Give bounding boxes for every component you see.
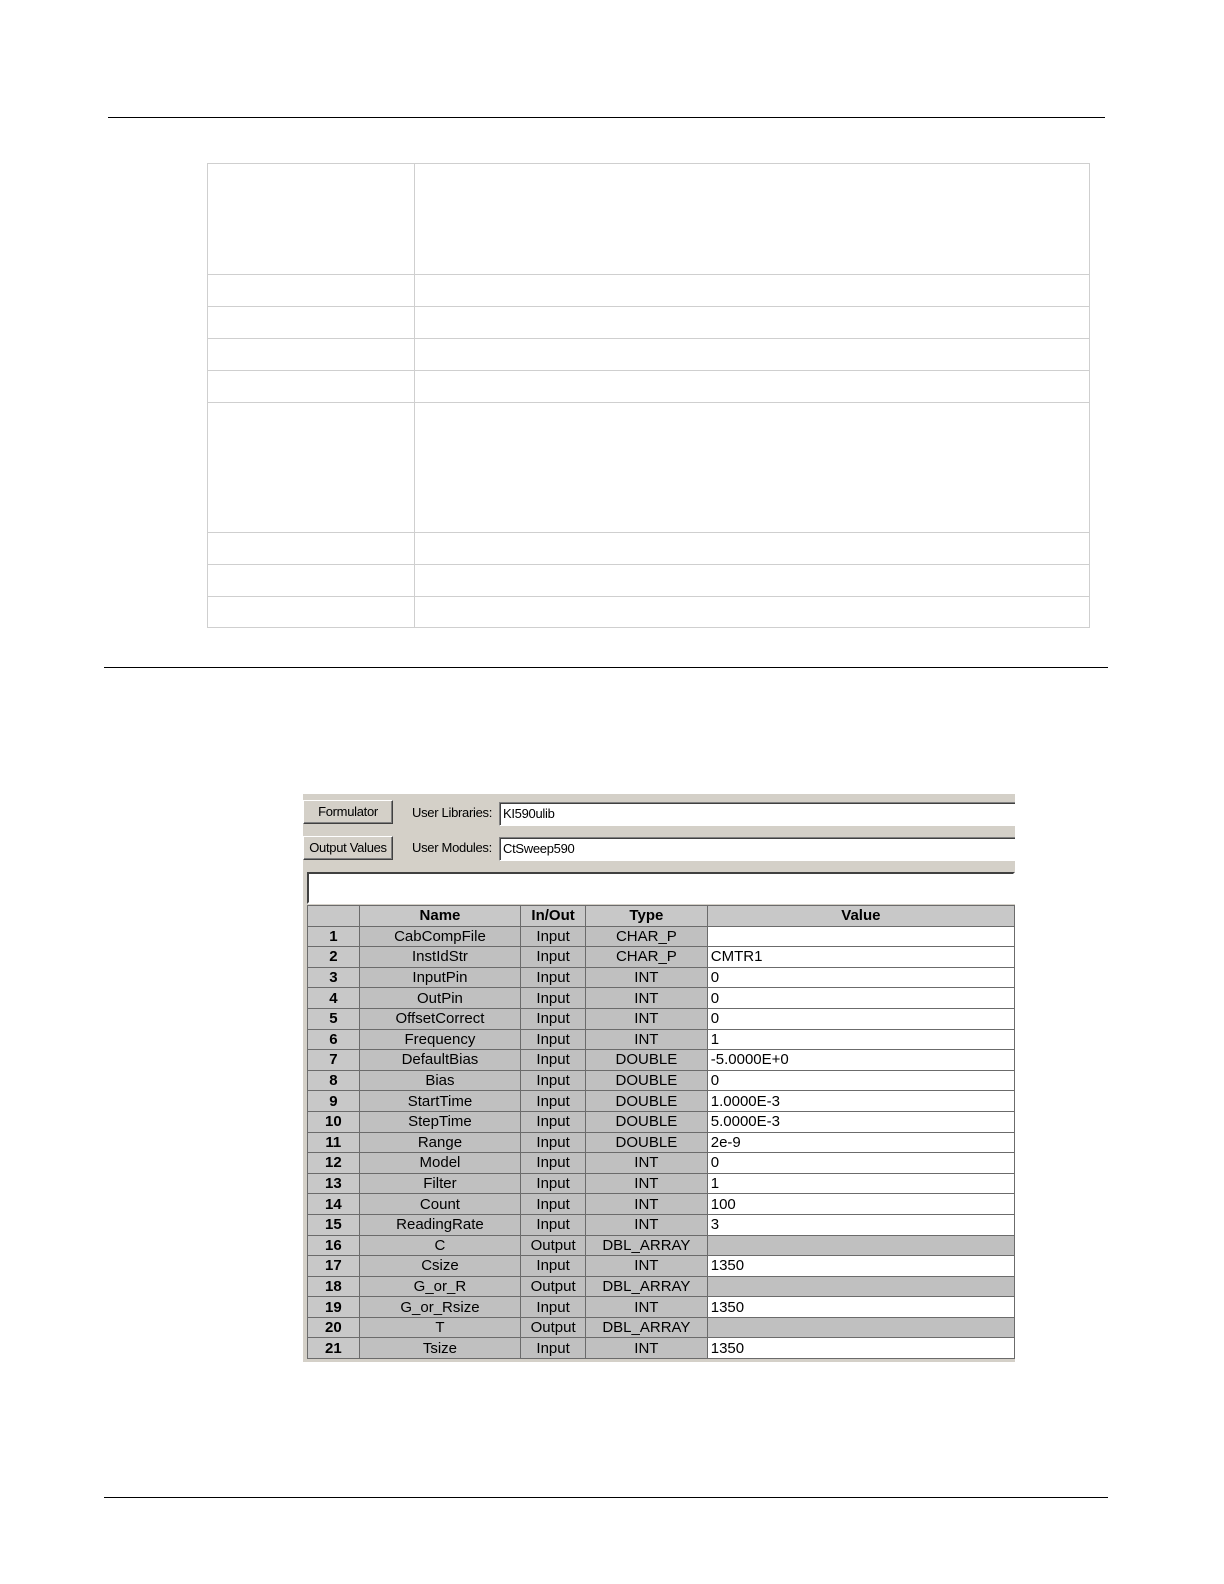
value-cell[interactable]: 1.0000E-3 [707,1091,1014,1112]
table-row-divider [208,532,1089,533]
name-cell: InputPin [359,967,520,988]
value-cell[interactable] [707,926,1014,947]
table-row[interactable] [308,1050,1015,1071]
inout-cell: Input [521,1008,586,1029]
value-cell[interactable]: 0 [707,988,1014,1009]
inout-cell: Output [521,1317,586,1338]
row-number-cell: 11 [308,1132,360,1153]
inout-cell: Input [521,1050,586,1071]
value-cell[interactable]: 100 [707,1194,1014,1215]
table-row[interactable] [308,1070,1015,1091]
value-cell[interactable] [707,1235,1014,1256]
type-cell: INT [586,1214,708,1235]
top-rule [108,117,1105,118]
row-number-cell: 21 [308,1338,360,1359]
type-cell: DBL_ARRAY [586,1317,708,1338]
row-number-cell: 7 [308,1050,360,1071]
value-cell[interactable]: 0 [707,1070,1014,1091]
inout-cell: Input [521,1194,586,1215]
value-cell[interactable]: CMTR1 [707,947,1014,968]
name-cell: Count [359,1194,520,1215]
row-number-cell: 18 [308,1276,360,1297]
parameter-grid [307,905,1015,1359]
type-cell: INT [586,1029,708,1050]
table-row[interactable] [308,1276,1015,1297]
row-number-cell: 4 [308,988,360,1009]
bottom-rule [104,1497,1108,1498]
row-number-cell: 8 [308,1070,360,1091]
row-number-cell: 17 [308,1256,360,1277]
value-cell[interactable]: 0 [707,1153,1014,1174]
inout-cell: Input [521,1091,586,1112]
type-cell: INT [586,1173,708,1194]
type-cell: INT [586,988,708,1009]
inout-cell: Input [521,1338,586,1359]
user-modules-label: User Modules: [412,840,492,855]
row-number-cell: 12 [308,1153,360,1174]
type-cell: INT [586,1008,708,1029]
table-row-divider [208,338,1089,339]
type-cell: DBL_ARRAY [586,1235,708,1256]
type-cell: DOUBLE [586,1070,708,1091]
type-cell: INT [586,1338,708,1359]
type-cell: DBL_ARRAY [586,1276,708,1297]
inout-cell: Input [521,988,586,1009]
row-number-cell: 6 [308,1029,360,1050]
grid-header-row [308,906,1015,927]
name-cell: G_or_Rsize [359,1297,520,1318]
table-row[interactable] [308,1029,1015,1050]
name-column-header[interactable]: Name [359,906,520,927]
row-number-cell: 5 [308,1008,360,1029]
inout-cell: Input [521,1256,586,1277]
middle-rule [104,667,1108,668]
inout-cell: Input [521,1153,586,1174]
name-cell: Filter [359,1173,520,1194]
name-cell: OffsetCorrect [359,1008,520,1029]
name-cell: ReadingRate [359,1214,520,1235]
table-row[interactable] [308,1153,1015,1174]
type-cell: CHAR_P [586,926,708,947]
table-row[interactable] [308,1091,1015,1112]
table-row[interactable] [308,1111,1015,1132]
value-cell[interactable]: 1350 [707,1338,1014,1359]
type-cell: DOUBLE [586,1111,708,1132]
table-row[interactable] [308,988,1015,1009]
name-cell: Bias [359,1070,520,1091]
inout-cell: Input [521,947,586,968]
user-libraries-field[interactable]: KI590ulib [499,802,1015,826]
name-cell: T [359,1317,520,1338]
table-row[interactable] [308,1338,1015,1359]
name-cell: Tsize [359,1338,520,1359]
type-cell: DOUBLE [586,1132,708,1153]
table-row[interactable] [308,1317,1015,1338]
table-row-divider [208,564,1089,565]
user-module-screenshot [303,794,1015,1362]
table-row[interactable] [308,947,1015,968]
inout-cell: Input [521,926,586,947]
name-cell: Model [359,1153,520,1174]
inout-column-header[interactable]: In/Out [521,906,586,927]
table-column-divider [414,164,415,627]
value-cell[interactable] [707,1276,1014,1297]
name-cell: OutPin [359,988,520,1009]
value-cell[interactable] [707,1317,1014,1338]
value-column-header[interactable]: Value [707,906,1014,927]
cell-edit-bar[interactable] [307,872,1015,904]
table-row[interactable] [308,1214,1015,1235]
table-row[interactable] [308,1194,1015,1215]
name-cell: StartTime [359,1091,520,1112]
inout-cell: Input [521,967,586,988]
type-cell: DOUBLE [586,1050,708,1071]
table-row[interactable] [308,1235,1015,1256]
type-cell: INT [586,1194,708,1215]
name-cell: DefaultBias [359,1050,520,1071]
inout-cell: Input [521,1214,586,1235]
name-cell: CabCompFile [359,926,520,947]
row-number-cell: 16 [308,1235,360,1256]
inout-cell: Output [521,1276,586,1297]
value-cell[interactable]: 5.0000E-3 [707,1111,1014,1132]
row-number-cell: 10 [308,1111,360,1132]
name-cell: StepTime [359,1111,520,1132]
type-cell: INT [586,1297,708,1318]
value-cell[interactable]: 0 [707,1008,1014,1029]
row-number-cell: 2 [308,947,360,968]
table-row[interactable] [308,1132,1015,1153]
name-cell: InstIdStr [359,947,520,968]
inout-cell: Input [521,1029,586,1050]
name-cell: G_or_R [359,1276,520,1297]
row-number-header [308,906,360,927]
type-cell: INT [586,1256,708,1277]
table-row-divider [208,402,1089,403]
inout-cell: Input [521,1111,586,1132]
name-cell: Frequency [359,1029,520,1050]
value-cell[interactable]: -5.0000E+0 [707,1050,1014,1071]
user-libraries-label: User Libraries: [412,805,493,820]
row-number-cell: 1 [308,926,360,947]
name-cell: Range [359,1132,520,1153]
formulator-button[interactable]: Formulator [303,800,393,824]
table-row-divider [208,306,1089,307]
table-row[interactable] [308,1008,1015,1029]
inout-cell: Input [521,1297,586,1318]
value-cell[interactable]: 3 [707,1214,1014,1235]
value-cell[interactable]: 1 [707,1029,1014,1050]
type-column-header[interactable]: Type [586,906,708,927]
inout-cell: Input [521,1070,586,1091]
name-cell: Csize [359,1256,520,1277]
inout-cell: Input [521,1132,586,1153]
table-row[interactable] [308,1173,1015,1194]
table-row[interactable] [308,967,1015,988]
table-row-divider [208,370,1089,371]
row-number-cell: 14 [308,1194,360,1215]
value-cell[interactable]: 1350 [707,1256,1014,1277]
user-modules-field[interactable]: CtSweep590 [499,837,1015,861]
type-cell: CHAR_P [586,947,708,968]
value-cell[interactable]: 0 [707,967,1014,988]
value-cell[interactable]: 1 [707,1173,1014,1194]
row-number-cell: 9 [308,1091,360,1112]
row-number-cell: 19 [308,1297,360,1318]
table-row-divider [208,596,1089,597]
parameter-description-table [207,163,1090,628]
type-cell: DOUBLE [586,1091,708,1112]
table-row[interactable] [308,1297,1015,1318]
grid-body [308,926,1015,1358]
value-cell[interactable]: 1350 [707,1297,1014,1318]
row-number-cell: 20 [308,1317,360,1338]
table-row-divider [208,274,1089,275]
row-number-cell: 15 [308,1214,360,1235]
table-row[interactable] [308,926,1015,947]
row-number-cell: 13 [308,1173,360,1194]
name-cell: C [359,1235,520,1256]
row-number-cell: 3 [308,967,360,988]
output-values-button[interactable]: Output Values [303,836,393,860]
inout-cell: Input [521,1173,586,1194]
table-row[interactable] [308,1256,1015,1277]
value-cell[interactable]: 2e-9 [707,1132,1014,1153]
inout-cell: Output [521,1235,586,1256]
type-cell: INT [586,967,708,988]
type-cell: INT [586,1153,708,1174]
